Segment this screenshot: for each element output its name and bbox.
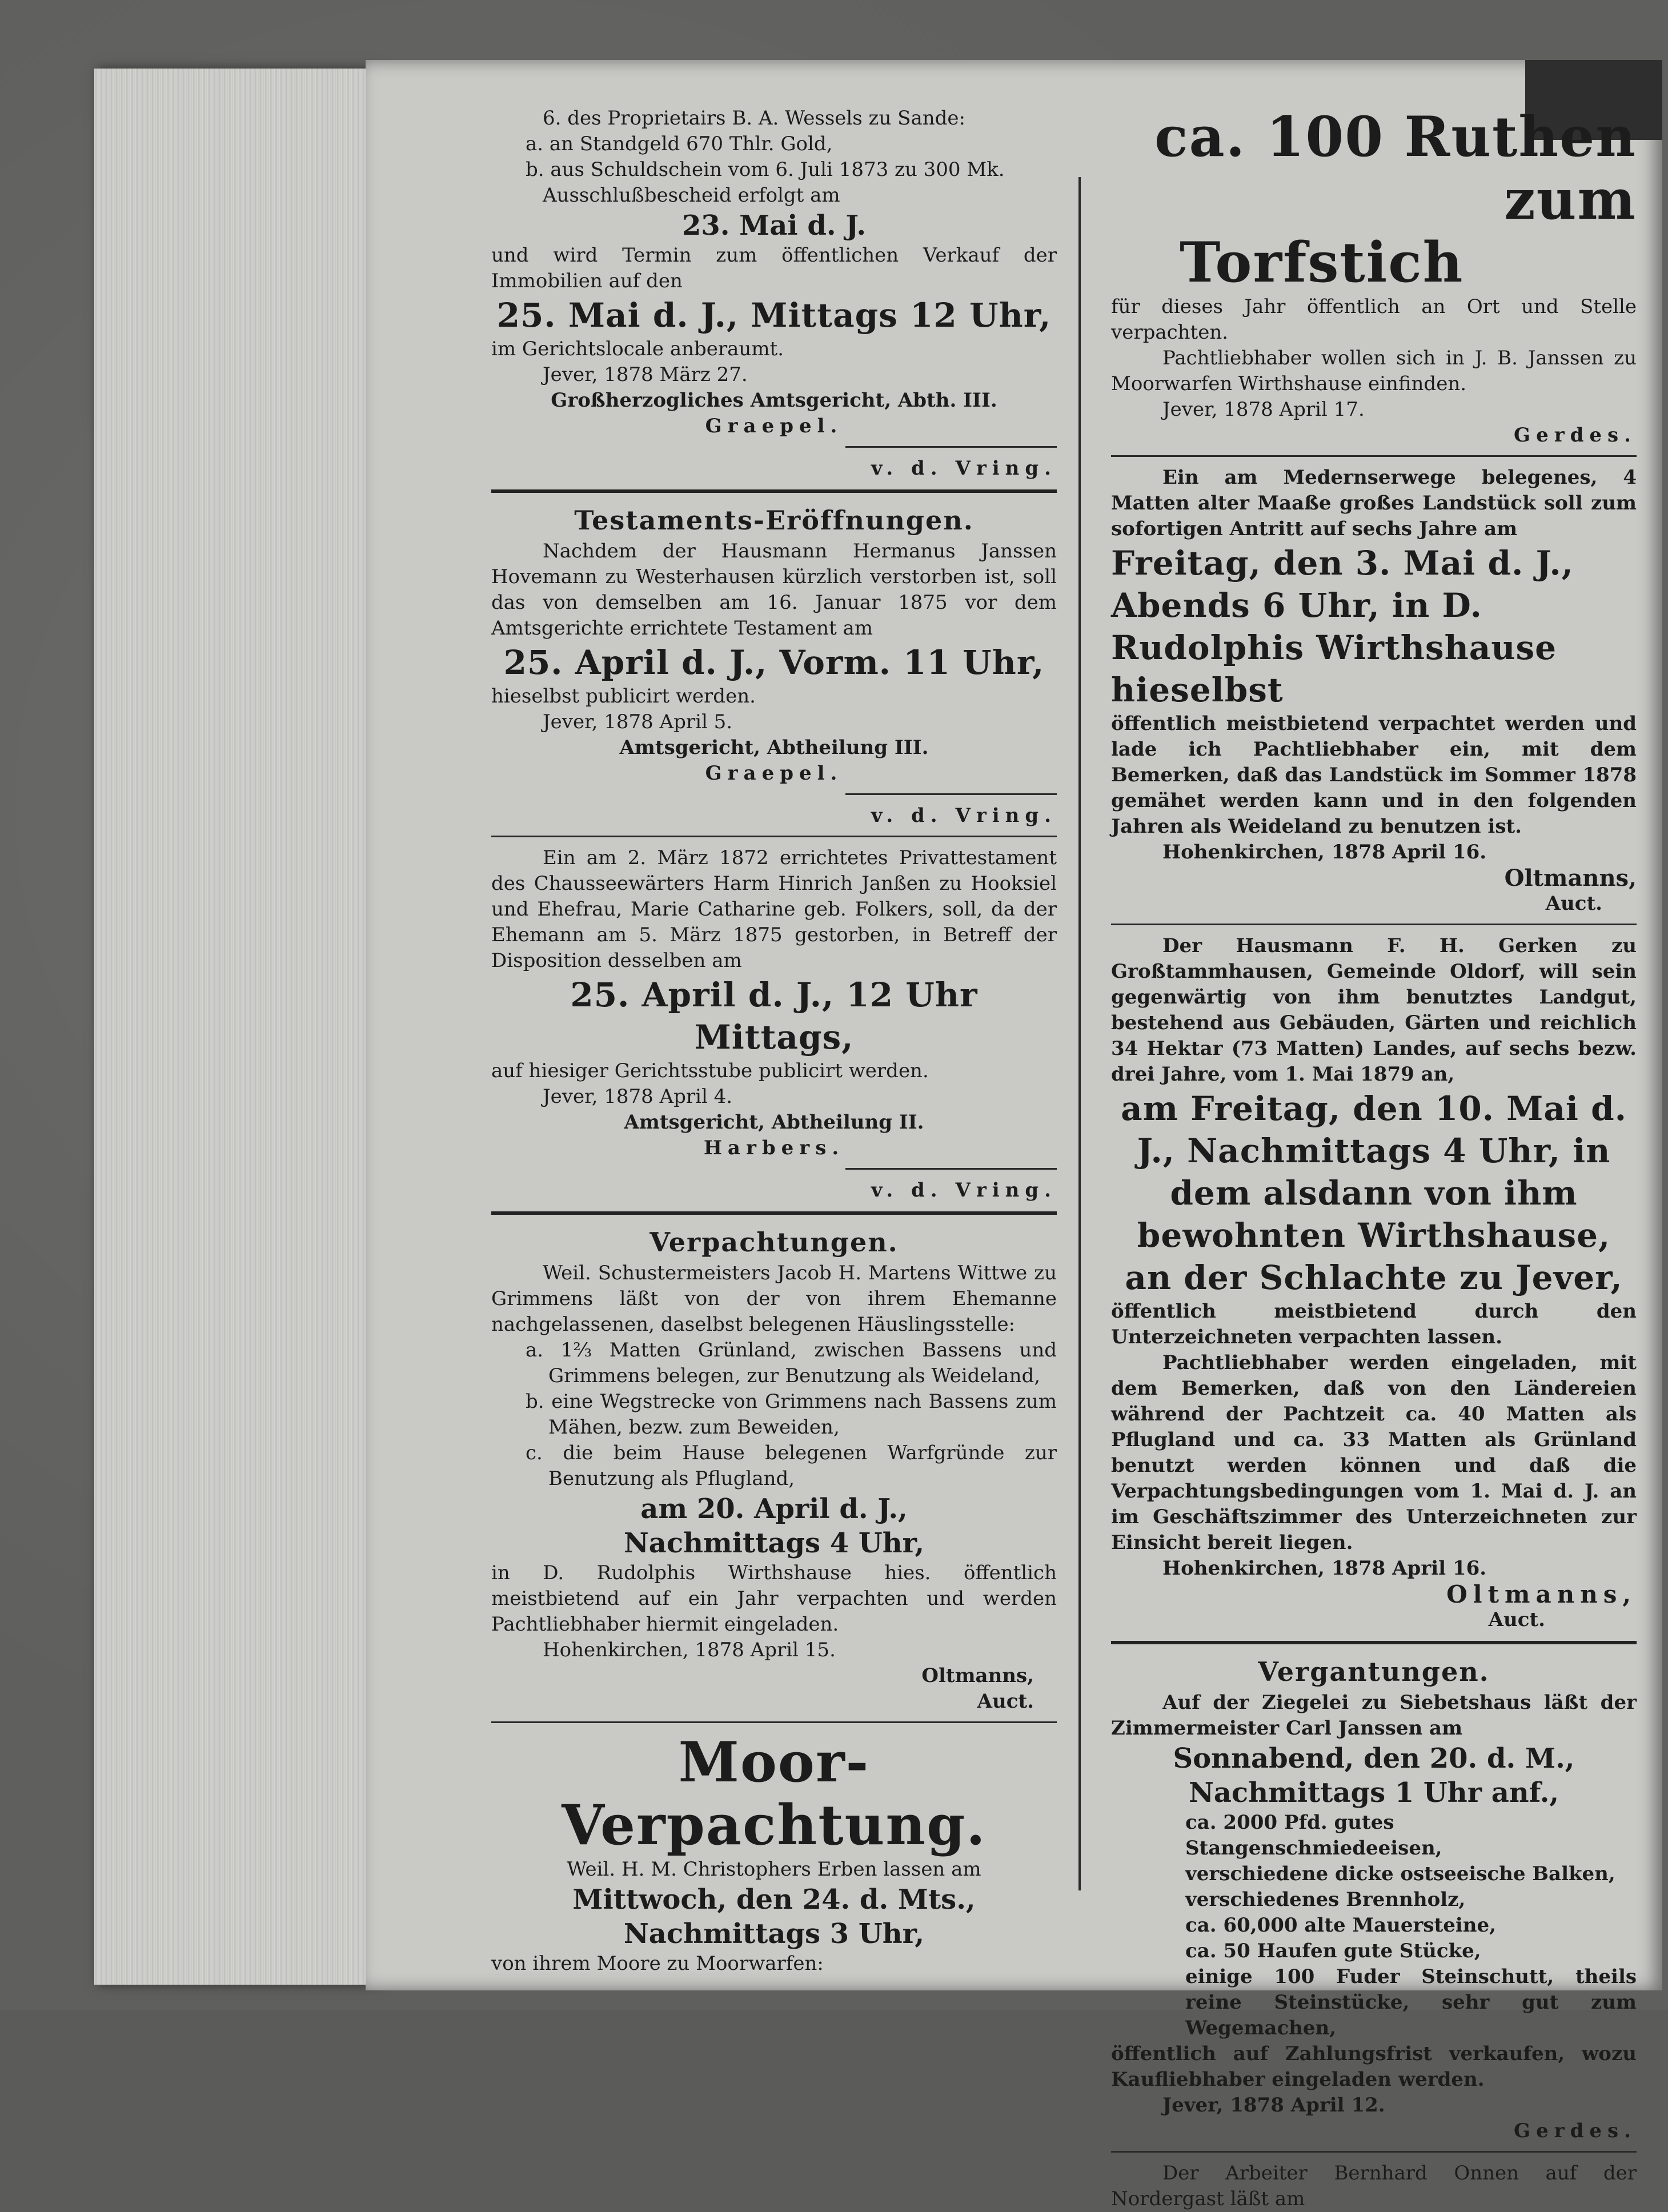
notice-text: auf hiesiger Gerichtsstube publicirt werden. (491, 1059, 929, 1082)
notice-text: für dieses Jahr öffentlich an Ort und Stelle verpachten. (1111, 295, 1637, 344)
item-c: c. die beim Hause belegenen Warfgründe zur Benutzung als Pflugland, (526, 1442, 1057, 1490)
divider (1111, 455, 1637, 457)
notice-place-date: Jever, 1878 April 12. (1162, 2094, 1385, 2117)
notice-text: Weil. Schustermeisters Jacob H. Martens Wittwe zu Grimmens läßt von der von ihrem Ehemanne nachgelassenen, daselbst belegenen Häuslingsstelle: (491, 1262, 1057, 1336)
notice-date: 25. Mai d. J., Mittags 12 Uhr, (496, 296, 1052, 335)
notice-court: Amtsgericht, Abtheilung II. (624, 1111, 924, 1134)
list-item: verschiedene dicke ostseeische Balken, (1185, 1862, 1615, 1885)
notice-text: Ein am 2. März 1872 errichtetes Privattestament des Chausseewärters Harm Hinrich Janßen zu Hooksiel und Ehefrau, Marie Catharine geb. Folkers, soll, da der Ehemann am 5. März 1875 gestorben, in Betreff der Disposition desselben am (491, 846, 1057, 972)
notice-text: Der Arbeiter Bernhard Onnen auf der Nordergast läßt am (1111, 2162, 1637, 2210)
notice-signature: Graepel. (705, 415, 843, 437)
notice-place-date: Hohenkirchen, 1878 April 15. (543, 1639, 836, 1661)
notice-place-date: Jever, 1878 April 17. (1162, 398, 1365, 421)
notice-text: Auf der Ziegelei zu Siebetshaus läßt der Zimmermeister Carl Janssen am (1111, 1691, 1637, 1740)
section-rule (491, 489, 1057, 493)
notice-text: im Gerichtslocale anberaumt. (491, 338, 784, 360)
item-a: a. an Standgeld 670 Thlr. Gold, (526, 133, 833, 155)
notice-signature: Oltmanns, (1446, 1580, 1637, 1608)
item-b: b. aus Schuldschein vom 6. Juli 1873 zu 300 Mk. (526, 158, 1005, 181)
divider (845, 793, 1057, 795)
notice-place-date: Hohenkirchen, 1878 April 16. (1162, 841, 1487, 864)
notice-date: 23. Mai d. J. (681, 210, 867, 242)
notice-signature: Gerdes. (1514, 2119, 1637, 2142)
notice-text: Der Hausmann F. H. Gerken zu Großtammhausen, Gemeinde Oldorf, will sein gegenwärtig von ihm benutztes Landgut, bestehend aus Gebäuden, Gärten und reichlich 34 Hektar (73 Matten) Landes, auf sechs bezw. drei Jahre, vom 1. Mai 1879 an, (1111, 934, 1637, 1086)
notice-text: Pachtliebhaber wollen sich in J. B. Janssen zu Moorwarfen Wirthshause einfinden. (1111, 347, 1637, 395)
notice-date: am 20. April d. J., (640, 1493, 908, 1525)
notice-headline: ca. 100 Ruthen zum (1154, 105, 1637, 232)
notice-wessels (491, 106, 1057, 481)
item-list (1111, 1810, 1637, 2041)
notice-signature: v. d. Vring. (871, 457, 1057, 480)
notice-landstueck (1111, 465, 1637, 917)
notice-text: und wird Termin zum öffentlichen Verkauf der Immobilien auf den (491, 244, 1057, 292)
notice-text: Weil. H. M. Christophers Erben lassen am (567, 1858, 981, 1881)
section-verpachtungen (491, 1224, 1057, 1715)
notice-place-date: Jever, 1878 März 27. (543, 363, 748, 386)
notice-signature-role: Auct. (1545, 892, 1602, 915)
notice-time: Nachmittags 4 Uhr, (623, 1527, 925, 1559)
notice-text: hieselbst publicirt werden. (491, 685, 756, 708)
notice-torfstich (1111, 106, 1637, 448)
notice-text: öffentlich meistbietend verpachtet werden und lade ich Pachtliebhaber ein, mit dem Bemerken, daß das Landstück im Sommer 1878 gemähet werden kann und in den folgenden Jahren als Weideland zu benutzen ist. (1111, 712, 1637, 838)
right-column (1111, 106, 1637, 2212)
list-item: ca. 50 Haufen gute Stücke, (1185, 1940, 1481, 1962)
section-testamente (491, 502, 1057, 829)
notice-court: Großherzogliches Amtsgericht, Abth. III. (551, 389, 997, 412)
list-item: ca. 60,000 alte Mauersteine, (1185, 1914, 1496, 1937)
notice-text: öffentlich meistbietend durch den Unterzeichneten verpachten lassen. (1111, 1300, 1637, 1348)
notice-place-date: Hohenkirchen, 1878 April 16. (1162, 1557, 1487, 1580)
item-line: 6. des Proprietairs B. A. Wessels zu Sande: (543, 107, 965, 130)
notice-signature-role: Auct. (1488, 1608, 1545, 1631)
notice-date: Mittwoch, den 24. d. Mts., (572, 1884, 976, 1916)
notice-moor (491, 1731, 1057, 1977)
divider (1111, 2151, 1637, 2153)
left-column (491, 106, 1057, 1977)
item-b: b. eine Wegstrecke von Grimmens nach Bassens zum Mähen, bezw. zum Beweiden, (526, 1390, 1057, 1439)
notice-place-date: Jever, 1878 April 4. (543, 1085, 733, 1108)
notice-text: Ein am Medernserwege belegenes, 4 Matten alter Maaße großes Landstück soll zum sofortigen Antritt auf sechs Jahre am (1111, 466, 1637, 540)
notice-text: Nachdem der Hausmann Hermanus Janssen Hovemann zu Westerhausen kürzlich verstorben ist, soll das von demselben am 16. Januar 1875 vor dem Amtsgerichte errichtete Testament am (491, 540, 1057, 640)
notice-text: öffentlich auf Zahlungsfrist verkaufen, wozu Kaufliebhaber eingeladen werden. (1111, 2042, 1637, 2091)
notice-signature: v. d. Vring. (871, 1179, 1057, 1202)
notice-headline: Torfstich (1180, 230, 1464, 295)
book-page-edges (94, 69, 380, 1985)
list-item: einige 100 Fuder Steinschutt, theils reine Steinstücke, sehr gut zum Wegemachen, (1185, 1965, 1637, 2040)
divider (491, 836, 1057, 837)
list-item: verschiedenes Brennholz, (1185, 1888, 1466, 1911)
section-rule (491, 1211, 1057, 1215)
section-vergantungen (1111, 1653, 1637, 2144)
notice-signature-role: Auct. (977, 1690, 1034, 1713)
notice-text: von ihrem Moore zu Moorwarfen: (491, 1952, 824, 1975)
notice-signature: Harbers. (703, 1137, 845, 1159)
notice-landgut (1111, 933, 1637, 1633)
notice-signature: Oltmanns, (1504, 865, 1637, 892)
notice-place-date: Jever, 1878 April 5. (543, 710, 733, 733)
divider (1111, 924, 1637, 925)
notice-text: Pachtliebhaber werden eingeladen, mit dem Bemerken, daß von den Ländereien während der Pachtzeit ca. 40 Matten als Pflugland und ca. 33 Matten als Grünland benutzt werden können und daß die Verpachtungsbedingungen vom 1. Mai d. J. an im Geschäftszimmer des Unterzeichneten zur Einsicht bereit liegen. (1111, 1351, 1637, 1554)
notice-date: Sonnabend, den 20. d. M., (1173, 1743, 1575, 1775)
notice-time: Nachmittags 3 Uhr, (623, 1918, 925, 1950)
notice-headline: Moor-Verpachtung. (562, 1730, 987, 1857)
column-divider (1078, 177, 1081, 1890)
notice-court: Amtsgericht, Abtheilung III. (619, 736, 929, 759)
divider (491, 1721, 1057, 1723)
notice-date: Freitag, den 3. Mai d. J., Abends 6 Uhr, in D. Rudolphis Wirthshause hieselbst (1111, 544, 1574, 709)
section-rule (1111, 1641, 1637, 1644)
notice-signature: Gerdes. (1514, 424, 1637, 447)
notice-signature: Oltmanns, (921, 1664, 1034, 1687)
notice-text: Ausschlußbescheid erfolgt am (543, 184, 840, 207)
notice-text: in D. Rudolphis Wirthshause hies. öffentlich meistbietend auf ein Jahr verpachten und werden Pachtliebhaber hiermit eingeladen. (491, 1561, 1057, 1636)
notice-privattestament (491, 845, 1057, 1203)
section-heading: Verpachtungen. (649, 1227, 899, 1258)
notice-signature: v. d. Vring. (871, 804, 1057, 827)
list-item: ca. 2000 Pfd. gutes Stangenschmiedeeisen, (1185, 1811, 1442, 1860)
notice-signature: Graepel. (705, 762, 843, 785)
section-heading: Vergantungen. (1258, 1656, 1490, 1687)
notice-onnen (1111, 2161, 1637, 2212)
notice-time: Nachmittags 1 Uhr anf., (1188, 1777, 1559, 1809)
divider (845, 446, 1057, 448)
notice-date: 25. April d. J., 12 Uhr Mittags, (570, 975, 978, 1057)
notice-date: am Freitag, den 10. Mai d. J., Nachmittags 4 Uhr, in dem alsdann von ihm bewohnten Wirthshause, an der Schlachte zu Jever, (1121, 1089, 1627, 1297)
divider (845, 1168, 1057, 1170)
notice-date: 25. April d. J., Vorm. 11 Uhr, (503, 643, 1045, 682)
item-a: a. 1⅔ Matten Grünland, zwischen Bassens und Grimmens belegen, zur Benutzung als Weideland, (526, 1339, 1057, 1387)
section-heading: Testaments-Eröffnungen. (574, 505, 974, 536)
